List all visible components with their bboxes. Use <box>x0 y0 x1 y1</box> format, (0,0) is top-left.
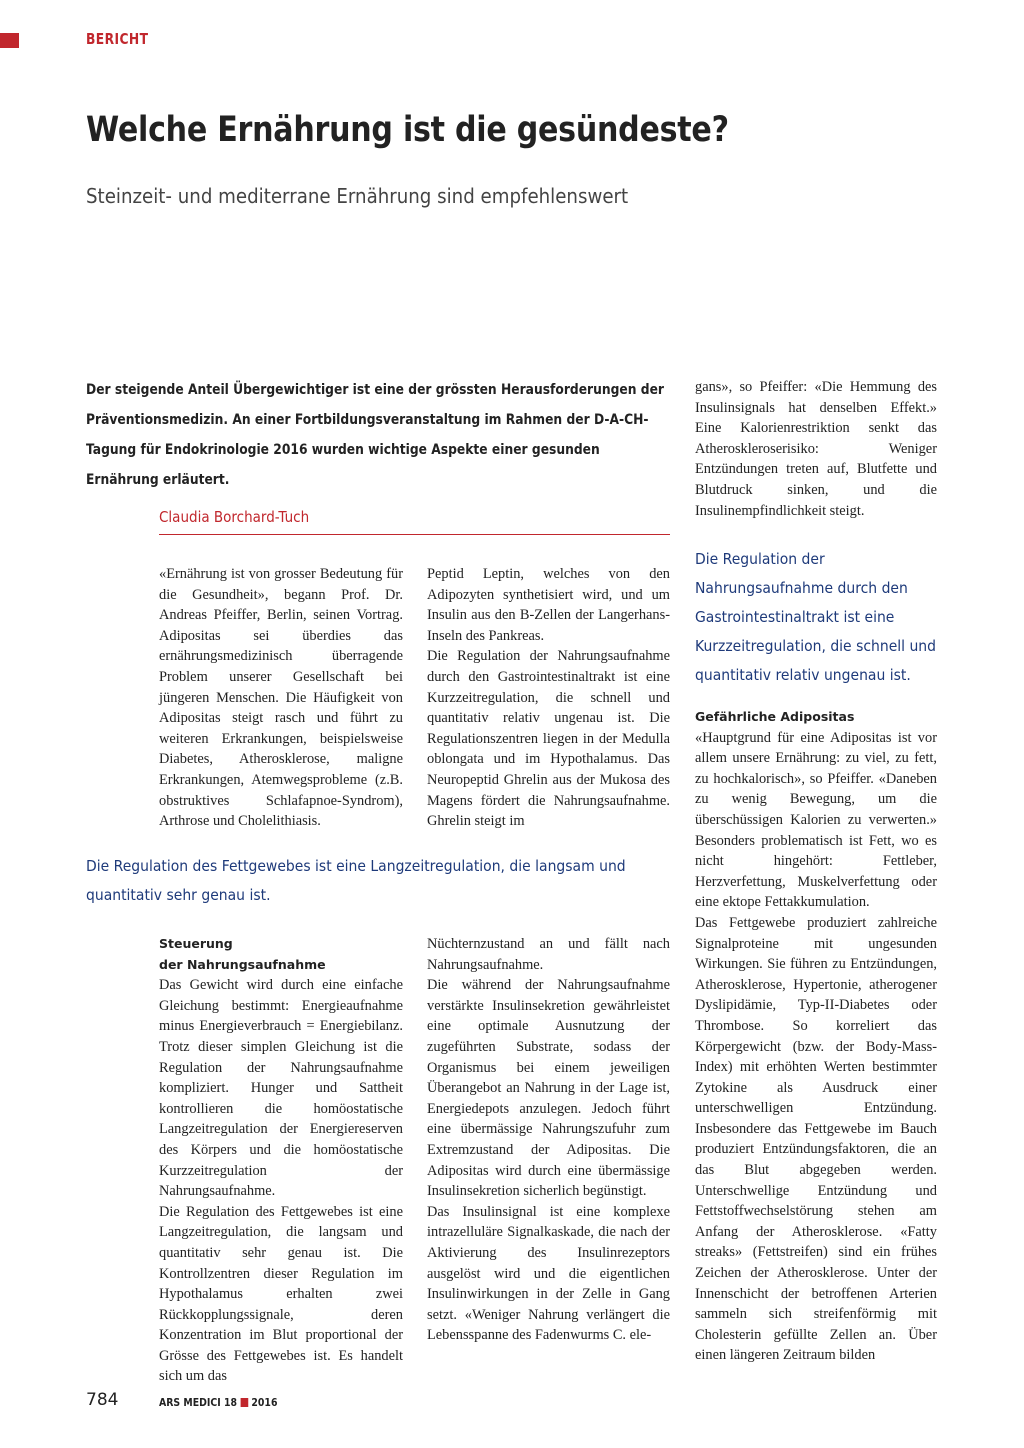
subheading-gefaehrliche-adipositas: Gefährliche Adipositas <box>695 709 855 724</box>
column-3-top <box>695 377 937 521</box>
column-1-top <box>159 564 403 832</box>
pull-quote-fat-regulation: Die Regulation des Fettgewebes ist eine Langzeitregulation, die langsam und quantitativ sehr genau ist. <box>86 857 626 904</box>
body-paragraph: «Hauptgrund für eine Adipositas ist vor allem unsere Ernährung: zu viel, zu fett, zu hochkalorisch», so Pfeiffer. «Daneben zu wenig Bewegung, um die überschüssigen Kalorien zu verwerten.» Besonders problematisch ist Fett, wo es nicht hingehört: Fettleber, Herzverfettung, Muskelverfettung oder eine ektope Fettakkumulation. <box>695 729 937 911</box>
journal-info <box>159 1396 277 1409</box>
journal-year: 2016 <box>251 1396 278 1409</box>
author-name: Claudia Borchard-Tuch <box>159 508 310 526</box>
lead-paragraph: Der steigende Anteil Übergewichtiger ist eine der grössten Herausforderungen der Präventionsmedizin. An einer Fortbildungsveranstaltung im Rahmen der D-A-CH-Tagung für Endokrinologie 2016 wurden wichtige Aspekte einer gesunden Ernährung erläutert. <box>86 382 664 488</box>
body-paragraph: Die Regulation der Nahrungsaufnahme durch den Gastrointestinaltrakt ist eine Kurzzeitregulation, die schnell und quantitativ relativ ungenau ist. Die Regulationszentren liegen in der Medulla oblongata und im Hypothalamus. Das Neuropeptid Ghrelin aus der Mukosa des Magens fördert die Nahrungsaufnahme. Ghrelin steigt im <box>427 648 670 830</box>
journal-name: ARS MEDICI 18 <box>159 1396 237 1409</box>
section-marker <box>0 33 19 48</box>
column-1-bottom <box>159 934 403 1387</box>
body-paragraph: Das Fettgewebe produziert zahlreiche Signalproteine mit ungesunden Wirkungen. Sie führen zu Entzündungen, Atherosklerose, Hypertonie, atherogener Dyslipidämie, Typ-II-Diabetes oder Thrombose. So korreliert das Körpergewicht (bzw. der Body-Mass-Index) mit erhöhten Werten bestimmter Zytokine als Ausdruck einer unterschwelligen Entzündung. Insbesondere das Fettgewebe im Bauch produziert Entzündungsfaktoren, die an das Blut abgegeben werden. Unterschwellige Entzündung und Fettstoffwechselstörung stehen am Anfang der Atherosklerose. «Fatty streaks» (Fettstreifen) sind ein frühes Zeichen der Atherosklerose. Unter der Innenschicht der betroffenen Arterien sammeln sich streifenförmig mit Cholesterin gefüllte Zellen an. Über einen längeren Zeitraum bilden <box>695 914 937 1364</box>
subheading-nahrungsaufnahme: der Nahrungsaufnahme <box>159 956 326 972</box>
body-paragraph: «Ernährung ist von grosser Bedeutung für die Gesundheit», begann Prof. Dr. Andreas Pfeiffer, Berlin, seinen Vortrag. Adipositas sei überdies das ernährungsmedizinisch überragende Problem unserer Gesellschaft bei jüngeren Menschen. Die Häufigkeit von Adipositas steigt rasch und führt zu weiteren Erkrankungen, beispielsweise Diabetes, Atherosklerose, maligne Erkrankungen, Atemwegsprobleme (z.B. obstruktives Schlafapnoe-Syndrom), Arthrose und Cholelithiasis. <box>159 566 403 830</box>
section-label: BERICHT <box>86 30 149 48</box>
body-paragraph: Peptid Leptin, welches von den Adipozyten synthetisiert wird, und um Insulin aus den B-Zellen der Langerhans-Inseln des Pankreas. <box>427 566 670 644</box>
body-paragraph: Nüchternzustand an und fällt nach Nahrungsaufnahme. <box>427 936 670 973</box>
page-number: 784 <box>86 1390 119 1410</box>
column-3-bottom <box>695 707 937 1366</box>
pull-quote-short-regulation: Die Regulation der Nahrungsaufnahme durch den Gastrointestinaltrakt ist eine Kurzzeitregulation, die schnell und quantitativ relativ ungenau ist. <box>695 550 937 684</box>
body-paragraph: Die Regulation des Fettgewebes ist eine Langzeitregulation, die langsam und quantitativ sehr genau ist. Die Kontrollzentren dieser Regulation im Hypothalamus erhalten zwei Rückkopplungssignale, deren Konzentration im Blut proportional der Grösse des Fettgewebes ist. Es handelt sich um das <box>159 1203 403 1385</box>
journal-separator <box>240 1398 248 1407</box>
body-paragraph: Das Gewicht wird durch eine einfache Gleichung bestimmt: Energieaufnahme minus Energieverbrauch = Energiebilanz. Trotz dieser simplen Gleichung ist die Regulation der Nahrungsaufnahme kompliziert. Hunger und Sattheit kontrollieren die homöostatische Langzeitregulation der Energiereserven des Körpers und die homöostatische Kurzzeitregulation der Nahrungsaufnahme. <box>159 977 403 1200</box>
body-paragraph: Die während der Nahrungsaufnahme verstärkte Insulinsekretion gewährleistet eine optimale Ausnutzung der zugeführten Substrate, sodass der Organismus bei einem jeweiligen Überangebot an Nahrung in der Lage ist, Energiedepots anzulegen. Jedoch führt eine übermässige Nahrungszufuhr zum Extremzustand der Adipositas. Die Adipositas wird durch eine übermässige Insulinsekretion sicherlich begünstigt. <box>427 977 670 1200</box>
column-2-top <box>427 564 670 832</box>
article-title: Welche Ernährung ist die gesündeste? <box>86 110 729 150</box>
author-divider <box>159 534 670 535</box>
body-paragraph: Das Insulinsignal ist eine komplexe intrazelluläre Signalkaskade, die nach der Aktivierung des Insulinrezeptors ausgelöst wird und die eigentlichen Insulinwirkungen in der Zelle in Gang setzt. «Weniger Nahrung verlängert die Lebensspanne des Fadenwurms C. ele- <box>427 1203 670 1344</box>
column-2-bottom <box>427 934 670 1346</box>
article-subtitle: Steinzeit- und mediterrane Ernährung sind empfehlenswert <box>86 184 629 208</box>
body-paragraph: gans», so Pfeiffer: «Die Hemmung des Insulinsignals hat denselben Effekt.» Eine Kalorienrestriktion senkt das Atheroskleroserisiko: Weniger Entzündungen treten auf, Blutfette und Blutdruck sinken, und die Insulinempfindlichkeit steigt. <box>695 379 937 519</box>
subheading-steuerung: Steuerung <box>159 936 233 951</box>
